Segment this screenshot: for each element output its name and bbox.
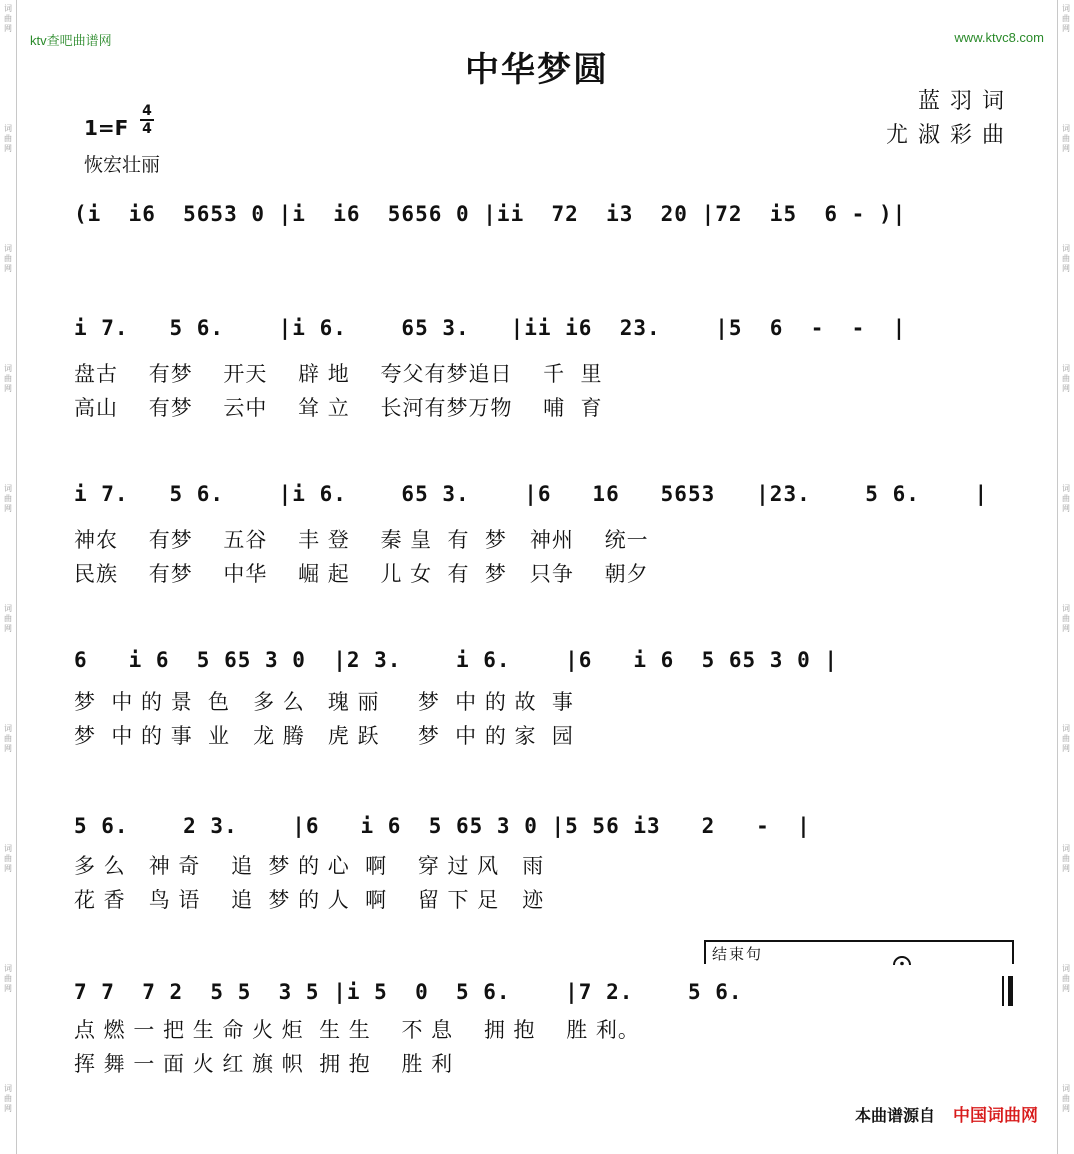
site-link-left[interactable]: ktv查吧曲谱网 — [30, 33, 112, 48]
site-link-right[interactable]: www.ktvc8.com — [954, 30, 1044, 45]
lyric-line-verse-1: 多 么 神 奇 追 梦 的 心 啊 穿 过 风 雨 — [74, 854, 545, 878]
lyric-line-verse-1: 盘古 有梦 开天 辟 地 夸父有梦追日 千 里 — [74, 362, 603, 386]
tempo-mood: 恢宏壮丽 — [84, 154, 161, 176]
lyric-line-verse-2: 挥 舞 一 面 火 红 旗 帜 拥 抱 胜 利 — [74, 1052, 454, 1076]
watermark-text: 词曲网 — [1062, 724, 1070, 753]
source-site-link[interactable]: 中国词曲网 — [953, 1106, 1038, 1126]
barline-thick — [1008, 976, 1013, 1006]
ending-label: 结束句 — [712, 945, 764, 963]
watermark-text: 词曲网 — [1062, 364, 1070, 393]
watermark-text: 词曲网 — [1062, 844, 1070, 873]
lyric-line-verse-1: 神农 有梦 五谷 丰 登 秦 皇 有 梦 神州 统一 — [74, 528, 649, 552]
watermark-text: 词曲网 — [1062, 4, 1070, 33]
watermark-text: 词曲网 — [4, 844, 12, 873]
meter-top: 4 — [142, 103, 152, 119]
watermark-text: 词曲网 — [1062, 964, 1070, 993]
fermata-icon — [893, 956, 911, 966]
right-watermark-strip — [1057, 0, 1074, 1154]
time-signature — [140, 104, 154, 136]
lyric-line-verse-2: 高山 有梦 云中 耸 立 长河有梦万物 哺 育 — [74, 396, 603, 420]
notation-line: 5 6. 2 3. |6 i 6 5 65 3 0 |5 56 i3 2 - | — [74, 814, 811, 838]
song-title: 中华梦圆 — [465, 50, 609, 90]
ending-bracket — [704, 940, 1014, 964]
left-watermark-strip — [0, 0, 17, 1154]
lyric-line-verse-2: 梦 中 的 事 业 龙 腾 虎 跃 梦 中 的 家 园 — [74, 724, 574, 748]
watermark-text: 词曲网 — [4, 124, 12, 153]
watermark-text: 词曲网 — [4, 724, 12, 753]
notation-line: 6 i 6 5 65 3 0 |2 3. i 6. |6 i 6 5 65 3 0 | — [74, 648, 839, 672]
notation-line-intro: (i i6 5653 0 |i i6 5656 0 |ii 72 i3 20 |72 i5 6 - )| — [74, 202, 907, 226]
watermark-text: 词曲网 — [1062, 244, 1070, 273]
watermark-text: 词曲网 — [4, 364, 12, 393]
lyric-line-verse-2: 花 香 鸟 语 追 梦 的 人 啊 留 下 足 迹 — [74, 888, 545, 912]
watermark-text: 词曲网 — [4, 1084, 12, 1113]
lyric-line-verse-2: 民族 有梦 中华 崛 起 儿 女 有 梦 只争 朝夕 — [74, 562, 649, 586]
watermark-text: 词曲网 — [1062, 124, 1070, 153]
composer-credit: 尤淑彩曲 — [885, 123, 1014, 148]
lyricist-credit: 蓝羽词 — [917, 89, 1014, 114]
source-footer — [855, 1101, 1038, 1126]
notation-line: i 7. 5 6. |i 6. 65 3. |ii i6 23. |5 6 - - | — [74, 316, 907, 340]
barline-thin — [1002, 976, 1004, 1006]
notation-line: 7 7 7 2 5 5 3 5 |i 5 0 5 6. |7 2. 5 6. — [74, 980, 743, 1004]
watermark-text: 词曲网 — [4, 4, 12, 33]
watermark-text: 词曲网 — [1062, 484, 1070, 513]
meter-bottom: 4 — [142, 121, 152, 137]
source-label: 本曲谱源自 — [854, 1106, 935, 1125]
key-signature: 1=F — [84, 116, 129, 140]
lyric-line-verse-1: 点 燃 一 把 生 命 火 炬 生 生 不 息 拥 抱 胜 利。 — [74, 1018, 640, 1042]
watermark-text: 词曲网 — [4, 604, 12, 633]
watermark-text: 词曲网 — [4, 484, 12, 513]
watermark-text: 词曲网 — [4, 964, 12, 993]
lyric-line-verse-1: 梦 中 的 景 色 多 么 瑰 丽 梦 中 的 故 事 — [74, 690, 574, 714]
watermark-text: 词曲网 — [1062, 604, 1070, 633]
notation-line: i 7. 5 6. |i 6. 65 3. |6 16 5653 |23. 5 6. | — [74, 482, 989, 506]
watermark-text: 词曲网 — [1062, 1084, 1070, 1113]
watermark-text: 词曲网 — [4, 244, 12, 273]
